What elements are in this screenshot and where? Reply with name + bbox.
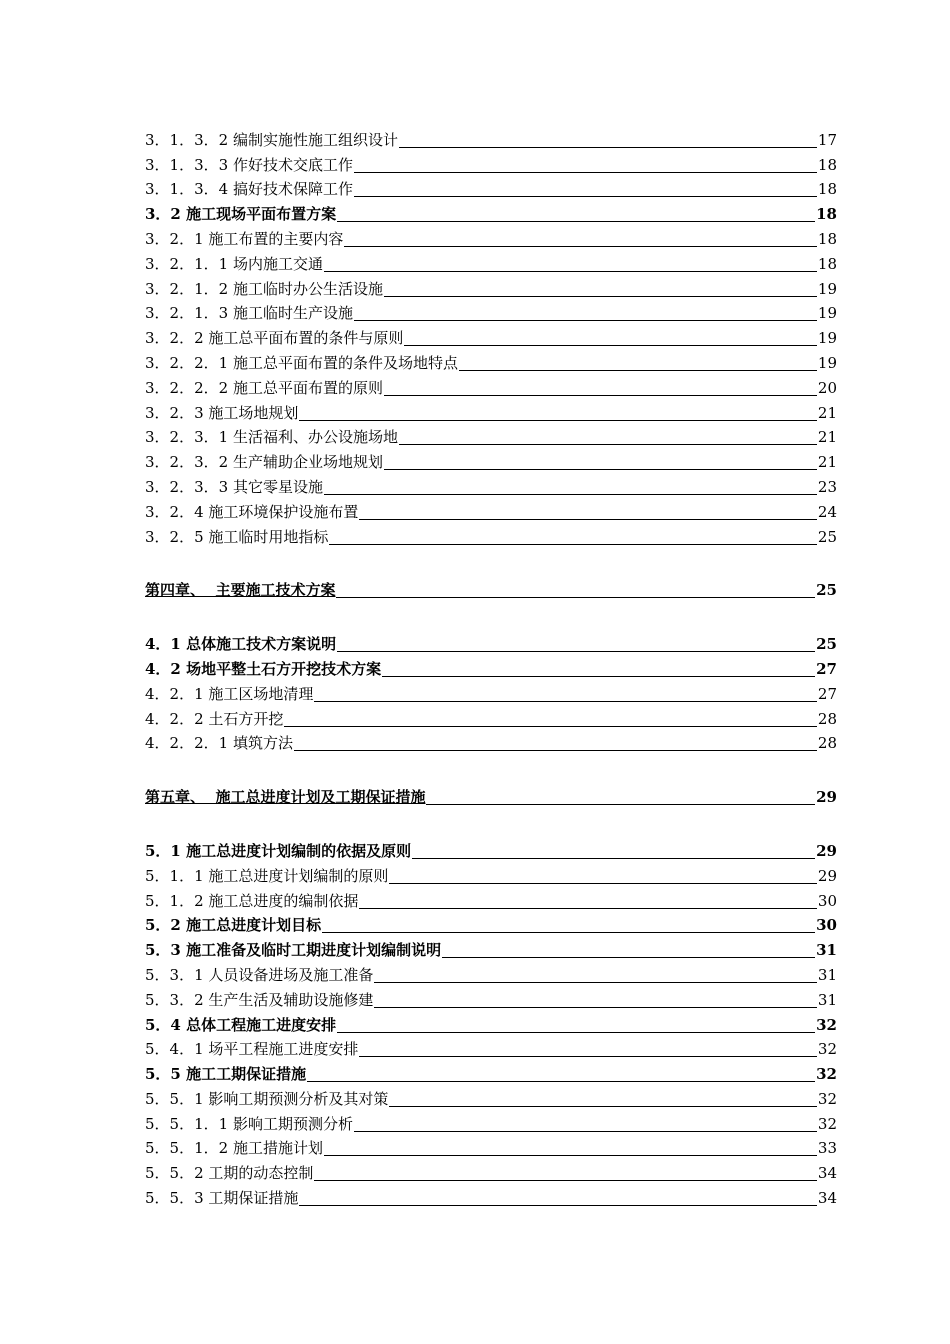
toc-page-number: 17 (817, 130, 837, 149)
toc-entry-title: 5．3．2 生产生活及辅助设施修建 (145, 990, 374, 1009)
toc-entry[interactable] (145, 1110, 837, 1135)
toc-entry-title: 3．2．2 施工总平面布置的条件与原则 (145, 329, 404, 348)
toc-leader-line (299, 419, 817, 421)
toc-page-number: 25 (816, 581, 837, 600)
toc-entry-title: 第五章、 施工总进度计划及工期保证措施 (145, 788, 426, 807)
toc-entry-title: 5．1 施工总进度计划编制的依据及原则 (145, 841, 412, 860)
toc-entry[interactable] (145, 399, 837, 424)
toc-entry[interactable] (145, 1159, 837, 1184)
toc-entry[interactable] (145, 523, 837, 548)
toc-entry-title: 5．5 施工工期保证措施 (145, 1065, 307, 1084)
toc-leader-line (354, 1130, 817, 1132)
toc-chapter-entry[interactable] (145, 783, 837, 808)
toc-entry-title: 3．2．1．1 场内施工交通 (145, 254, 323, 273)
toc-page-number: 24 (817, 502, 837, 521)
toc-entry[interactable] (145, 705, 837, 730)
toc-page-number: 29 (816, 788, 837, 807)
toc-entry[interactable] (145, 1184, 837, 1209)
toc-entry-title: 3．2．1 施工布置的主要内容 (145, 229, 344, 248)
toc-leader-line (299, 1204, 817, 1206)
toc-page-number: 31 (817, 965, 837, 984)
toc-entry[interactable] (145, 300, 837, 325)
toc-leader-line (307, 1080, 815, 1082)
toc-leader-line (412, 857, 815, 859)
toc-leader-line (442, 956, 815, 958)
toc-entry[interactable] (145, 473, 837, 498)
toc-leader-line (344, 245, 817, 247)
toc-page-number: 32 (817, 1040, 837, 1059)
toc-leader-line (324, 493, 817, 495)
toc-entry[interactable] (145, 250, 837, 275)
toc-page-number: 19 (817, 329, 837, 348)
toc-page-number: 21 (817, 428, 837, 447)
toc-leader-line (359, 907, 817, 909)
toc-entry-title: 3．2．3 施工场地规划 (145, 403, 299, 422)
toc-entry[interactable] (145, 324, 837, 349)
toc-entry[interactable] (145, 225, 837, 250)
toc-entry[interactable] (145, 680, 837, 705)
toc-entry-title: 3．2．1．3 施工临时生产设施 (145, 304, 353, 323)
toc-page-number: 19 (817, 304, 837, 323)
toc-entry-title: 3．1．3．4 搞好技术保障工作 (145, 180, 353, 199)
toc-page-number: 19 (817, 353, 837, 372)
toc-leader-line (354, 171, 817, 173)
toc-page-number: 18 (817, 254, 837, 273)
toc-leader-line (322, 931, 815, 933)
toc-leader-line (459, 369, 817, 371)
toc-page-number: 32 (817, 1114, 837, 1133)
toc-page-number: 34 (817, 1164, 837, 1183)
toc-leader-line (329, 543, 817, 545)
toc-entry-title: 5．4 总体工程施工进度安排 (145, 1015, 337, 1034)
toc-entry-title: 5．5．1 影响工期预测分析及其对策 (145, 1089, 389, 1108)
toc-page-number: 27 (817, 684, 837, 703)
toc-leader-line (336, 596, 815, 598)
toc-entry-title: 3．1．3．2 编制实施性施工组织设计 (145, 130, 398, 149)
toc-page-number: 33 (817, 1139, 837, 1158)
toc-entry[interactable] (145, 986, 837, 1011)
toc-entry[interactable] (145, 424, 837, 449)
toc-page-number: 18 (817, 229, 837, 248)
toc-page-number: 30 (816, 916, 837, 935)
toc-entry-title: 4．2．1 施工区场地清理 (145, 684, 314, 703)
toc-page-number: 32 (817, 1089, 837, 1108)
toc-leader-line (382, 675, 815, 677)
toc-leader-line (374, 1006, 817, 1008)
table-of-contents (145, 126, 837, 1209)
toc-leader-line (426, 803, 815, 805)
toc-entry-title: 5．3．1 人员设备进场及施工准备 (145, 965, 374, 984)
toc-entry[interactable] (145, 176, 837, 201)
toc-entry-title: 5．3 施工准备及临时工期进度计划编制说明 (145, 941, 442, 960)
toc-leader-line (314, 1179, 817, 1181)
toc-entry[interactable] (145, 151, 837, 176)
toc-spacer (145, 808, 837, 837)
toc-entry-title: 5．5．1．2 施工措施计划 (145, 1139, 323, 1158)
toc-page-number: 21 (817, 403, 837, 422)
toc-leader-line (337, 650, 815, 652)
toc-entry-title: 3．2．3．2 生产辅助企业场地规划 (145, 453, 383, 472)
toc-leader-line (284, 725, 817, 727)
toc-entry[interactable] (145, 1011, 837, 1036)
toc-entry-title: 3．2 施工现场平面布置方案 (145, 205, 337, 224)
toc-page-number: 19 (817, 279, 837, 298)
toc-page-number: 31 (817, 990, 837, 1009)
toc-page-number: 29 (816, 841, 837, 860)
toc-leader-line (354, 319, 817, 321)
toc-leader-line (337, 1031, 815, 1033)
toc-entry-title: 3．2．2．2 施工总平面布置的原则 (145, 378, 383, 397)
toc-entry[interactable] (145, 275, 837, 300)
toc-entry-title: 5．4．1 场平工程施工进度安排 (145, 1040, 359, 1059)
toc-leader-line (314, 700, 817, 702)
toc-entry-title: 4．2 场地平整土石方开挖技术方案 (145, 659, 382, 678)
toc-page-number: 31 (816, 941, 837, 960)
toc-page-number: 25 (816, 635, 837, 654)
toc-entry-title: 3．2．3．1 生活福利、办公设施场地 (145, 428, 398, 447)
toc-entry-title: 3．2．4 施工环境保护设施布置 (145, 502, 359, 521)
toc-leader-line (337, 220, 815, 222)
toc-leader-line (389, 882, 817, 884)
toc-entry[interactable] (145, 126, 837, 151)
toc-entry[interactable] (145, 630, 837, 655)
toc-chapter-entry[interactable] (145, 577, 837, 602)
toc-leader-line (384, 468, 817, 470)
toc-entry[interactable] (145, 374, 837, 399)
toc-leader-line (384, 295, 817, 297)
toc-spacer (145, 548, 837, 577)
toc-entry[interactable] (145, 498, 837, 523)
toc-leader-line (324, 270, 817, 272)
toc-page-number: 18 (817, 180, 837, 199)
toc-entry[interactable] (145, 1036, 837, 1061)
toc-page-number: 18 (816, 205, 837, 224)
toc-entry[interactable] (145, 349, 837, 374)
toc-leader-line (399, 443, 817, 445)
toc-leader-line (374, 981, 817, 983)
toc-entry-title: 3．2．1．2 施工临时办公生活设施 (145, 279, 383, 298)
toc-leader-line (359, 518, 817, 520)
toc-entry-title: 3．2．2．1 施工总平面布置的条件及场地特点 (145, 353, 458, 372)
toc-entry[interactable] (145, 655, 837, 680)
toc-entry-title: 5．1．1 施工总进度计划编制的原则 (145, 866, 389, 885)
toc-page-number: 21 (817, 453, 837, 472)
toc-page-number: 30 (817, 891, 837, 910)
toc-leader-line (359, 1055, 817, 1057)
toc-entry-title: 5．5．2 工期的动态控制 (145, 1164, 314, 1183)
toc-entry-title: 5．5．1．1 影响工期预测分析 (145, 1114, 353, 1133)
toc-entry-title: 3．2．5 施工临时用地指标 (145, 527, 329, 546)
toc-leader-line (384, 394, 817, 396)
toc-entry-title: 3．2．3．3 其它零星设施 (145, 477, 323, 496)
toc-leader-line (324, 1154, 817, 1156)
toc-leader-line (294, 749, 817, 751)
toc-page-number: 28 (817, 709, 837, 728)
toc-entry[interactable] (145, 862, 837, 887)
toc-page-number: 28 (817, 734, 837, 753)
toc-leader-line (399, 146, 817, 148)
toc-page-number: 18 (817, 155, 837, 174)
toc-entry-title: 4．2．2．1 填筑方法 (145, 734, 293, 753)
toc-entry[interactable] (145, 200, 837, 225)
toc-entry[interactable] (145, 730, 837, 755)
toc-page-number: 29 (817, 866, 837, 885)
toc-entry[interactable] (145, 961, 837, 986)
toc-spacer (145, 601, 837, 630)
toc-page-number: 34 (817, 1189, 837, 1208)
toc-entry[interactable] (145, 936, 837, 961)
toc-page-number: 25 (817, 527, 837, 546)
toc-entry-title: 4．1 总体施工技术方案说明 (145, 635, 337, 654)
toc-spacer (145, 754, 837, 783)
toc-leader-line (389, 1105, 817, 1107)
toc-leader-line (354, 195, 817, 197)
toc-entry[interactable] (145, 887, 837, 912)
toc-entry-title: 5．2 施工总进度计划目标 (145, 916, 322, 935)
toc-entry[interactable] (145, 1060, 837, 1085)
toc-entry-title: 5．5．3 工期保证措施 (145, 1189, 299, 1208)
toc-leader-line (404, 344, 817, 346)
toc-entry-title: 第四章、 主要施工技术方案 (145, 581, 336, 600)
toc-entry[interactable] (145, 912, 837, 937)
toc-page-number: 32 (816, 1015, 837, 1034)
toc-page-number: 32 (816, 1065, 837, 1084)
toc-entry[interactable] (145, 448, 837, 473)
toc-entry-title: 5．1．2 施工总进度的编制依据 (145, 891, 359, 910)
toc-page-number: 27 (816, 659, 837, 678)
toc-entry-title: 3．1．3．3 作好技术交底工作 (145, 155, 353, 174)
toc-entry[interactable] (145, 1135, 837, 1160)
toc-entry-title: 4．2．2 土石方开挖 (145, 709, 284, 728)
toc-page-number: 23 (817, 477, 837, 496)
toc-page-number: 20 (817, 378, 837, 397)
toc-entry[interactable] (145, 837, 837, 862)
toc-entry[interactable] (145, 1085, 837, 1110)
